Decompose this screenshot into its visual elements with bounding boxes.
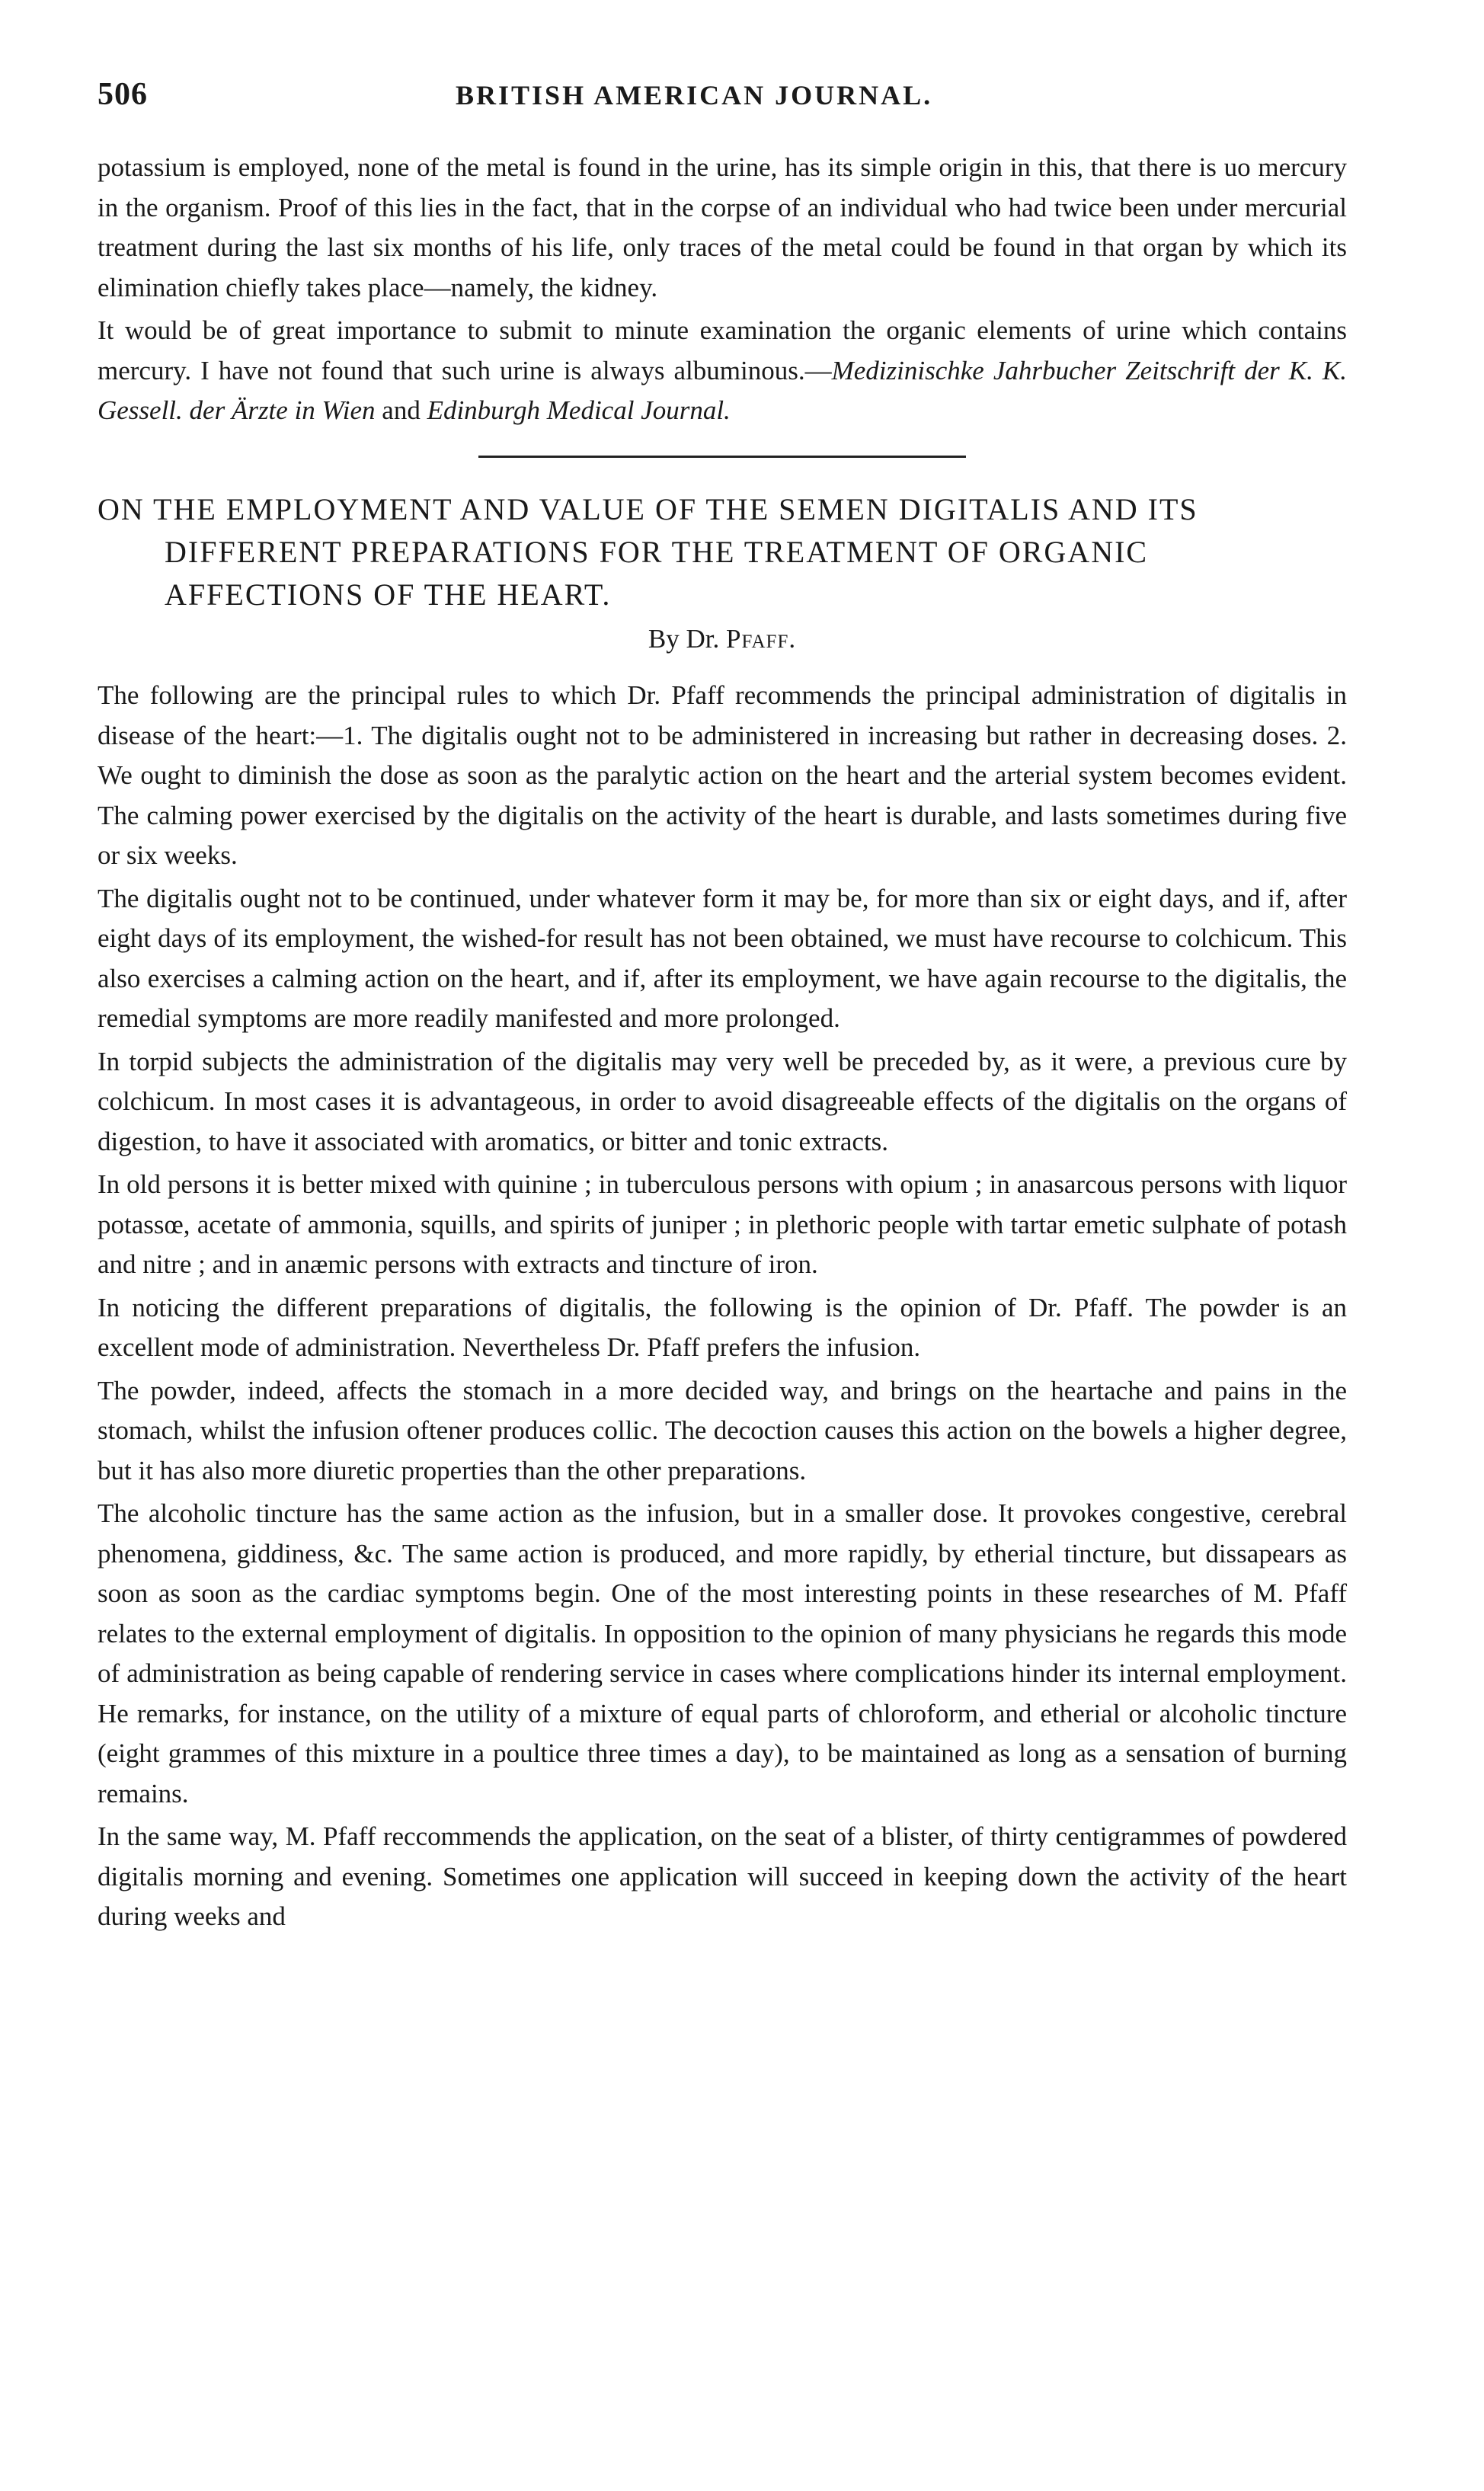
- continuation-paragraph-1: potassium is employed, none of the metal is found in the urine, has its simple origin in this, that there is uo mercury in the organism. Proof of this lies in the fact, that in the corpse of an individual who had twice been under mercurial treatment during the last six months of his life, only traces of the metal could be found in that organ by which its elimination chiefly takes place—namely, the kidney.: [98, 152, 1347, 302]
- article-paragraph-8: In the same way, M. Pfaff reccommends the application, on the seat of a blister, of thirty centigrammes of powdered digitalis morning and evening. Sometimes one application will succeed in keeping down the activity of the heart during weeks and: [98, 1821, 1347, 1931]
- citation-source-1: Medizinischke Jahrbucher Zeitschrift der K. K. Gessell. der Ärzte in Wien: [98, 355, 1348, 425]
- article-paragraph-2: The digitalis ought not to be continued, under whatever form it may be, for more than six or eight days, and if, after eight days of its employment, the wished-for result has not been obtained, we must have recourse to colchicum. This also exercises a calming action on the heart, and if, after its employment, we have again recourse to the digitalis, the remedial symptoms are more readily manifested and more prolonged.: [98, 883, 1347, 1033]
- byline-author: Pfaff.: [725, 623, 797, 654]
- article-paragraph-7: The alcoholic tincture has the same action as the infusion, but in a smaller dose. It provokes congestive, cerebral phenomena, giddiness, &c. The same action is produced, and more rapidly, by etherial tincture, but dissapears as soon as soon as the cardiac symptoms begin. One of the most interesting points in these researches of M. Pfaff relates to the external employment of digitalis. In opposition to the opinion of many physicians he regards this mode of administration as being capable of rendering service in cases where complications hinder its internal employment. He remarks, for instance, on the utility of a mixture of equal parts of chloroform, and etherial or alcoholic tincture (eight grammes of this mixture in a poultice three times a day), to be maintained as long as a sensation of burning remains.: [98, 1498, 1347, 1808]
- page-header: [98, 76, 1347, 122]
- continuation-paragraph-2-text: It would be of great importance to submit to minute examination the organic elements of urine which contains mercury. I have not found that such urine is always albuminous.—: [98, 315, 1347, 385]
- citation-conjunction: and: [375, 395, 427, 425]
- section-divider: [478, 456, 966, 458]
- article-paragraph-1: The following are the principal rules to which Dr. Pfaff recommends the principal administration of digitalis in disease of the heart:—1. The digitalis ought not to be administered in increasing but rather in decreasing doses. 2. We ought to diminish the dose as soon as the paralytic action on the heart and the arterial system becomes evident. The calming power exercised by the digitalis on the activity of the heart is durable, and lasts sometimes during five or six weeks.: [98, 680, 1347, 870]
- body-text: [98, 148, 1347, 1937]
- citation-source-2: Edinburgh Medical Journal.: [427, 395, 731, 425]
- continuation-paragraph-2: [98, 311, 1347, 431]
- running-head: BRITISH AMERICAN JOURNAL.: [456, 80, 933, 110]
- article-paragraph-5: In noticing the different preparations of digitalis, the following is the opinion of Dr. Pfaff. The powder is an excellent mode of administration. Nevertheless Dr. Pfaff prefers the infusion.: [98, 1292, 1347, 1362]
- article-paragraph-3: In torpid subjects the administration of the digitalis may very well be preceded by, as it were, a previous cure by colchicum. In most cases it is advantageous, in order to avoid disagreeable effects of the digitalis on the organs of digestion, to have it associated with aromatics, or bitter and tonic extracts.: [98, 1046, 1347, 1156]
- article-title: ON THE EMPLOYMENT AND VALUE OF THE SEMEN DIGITALIS AND ITS DIFFERENT PREPARATIONS FOR THE TREATMENT OF ORGANIC AFFECTIONS OF THE HEART.: [98, 491, 1198, 612]
- article-paragraph-6: The powder, indeed, affects the stomach in a more decided way, and brings on the heartache and pains in the stomach, whilst the infusion oftener produces collic. The decoction causes this action on the bowels a higher degree, but it has also more diuretic properties than the other preparations.: [98, 1375, 1347, 1485]
- article-paragraph-4: In old persons it is better mixed with quinine ; in tuberculous persons with opium ; in anasarcous persons with liquor potassœ, acetate of ammonia, squills, and spirits of juniper ; in plethoric people with tartar emetic sulphate of potash and nitre ; and in anæmic persons with extracts and tincture of iron.: [98, 1169, 1347, 1279]
- article-byline: [98, 619, 1347, 660]
- byline-prefix: By Dr.: [648, 623, 726, 654]
- page-number: 506: [98, 77, 148, 112]
